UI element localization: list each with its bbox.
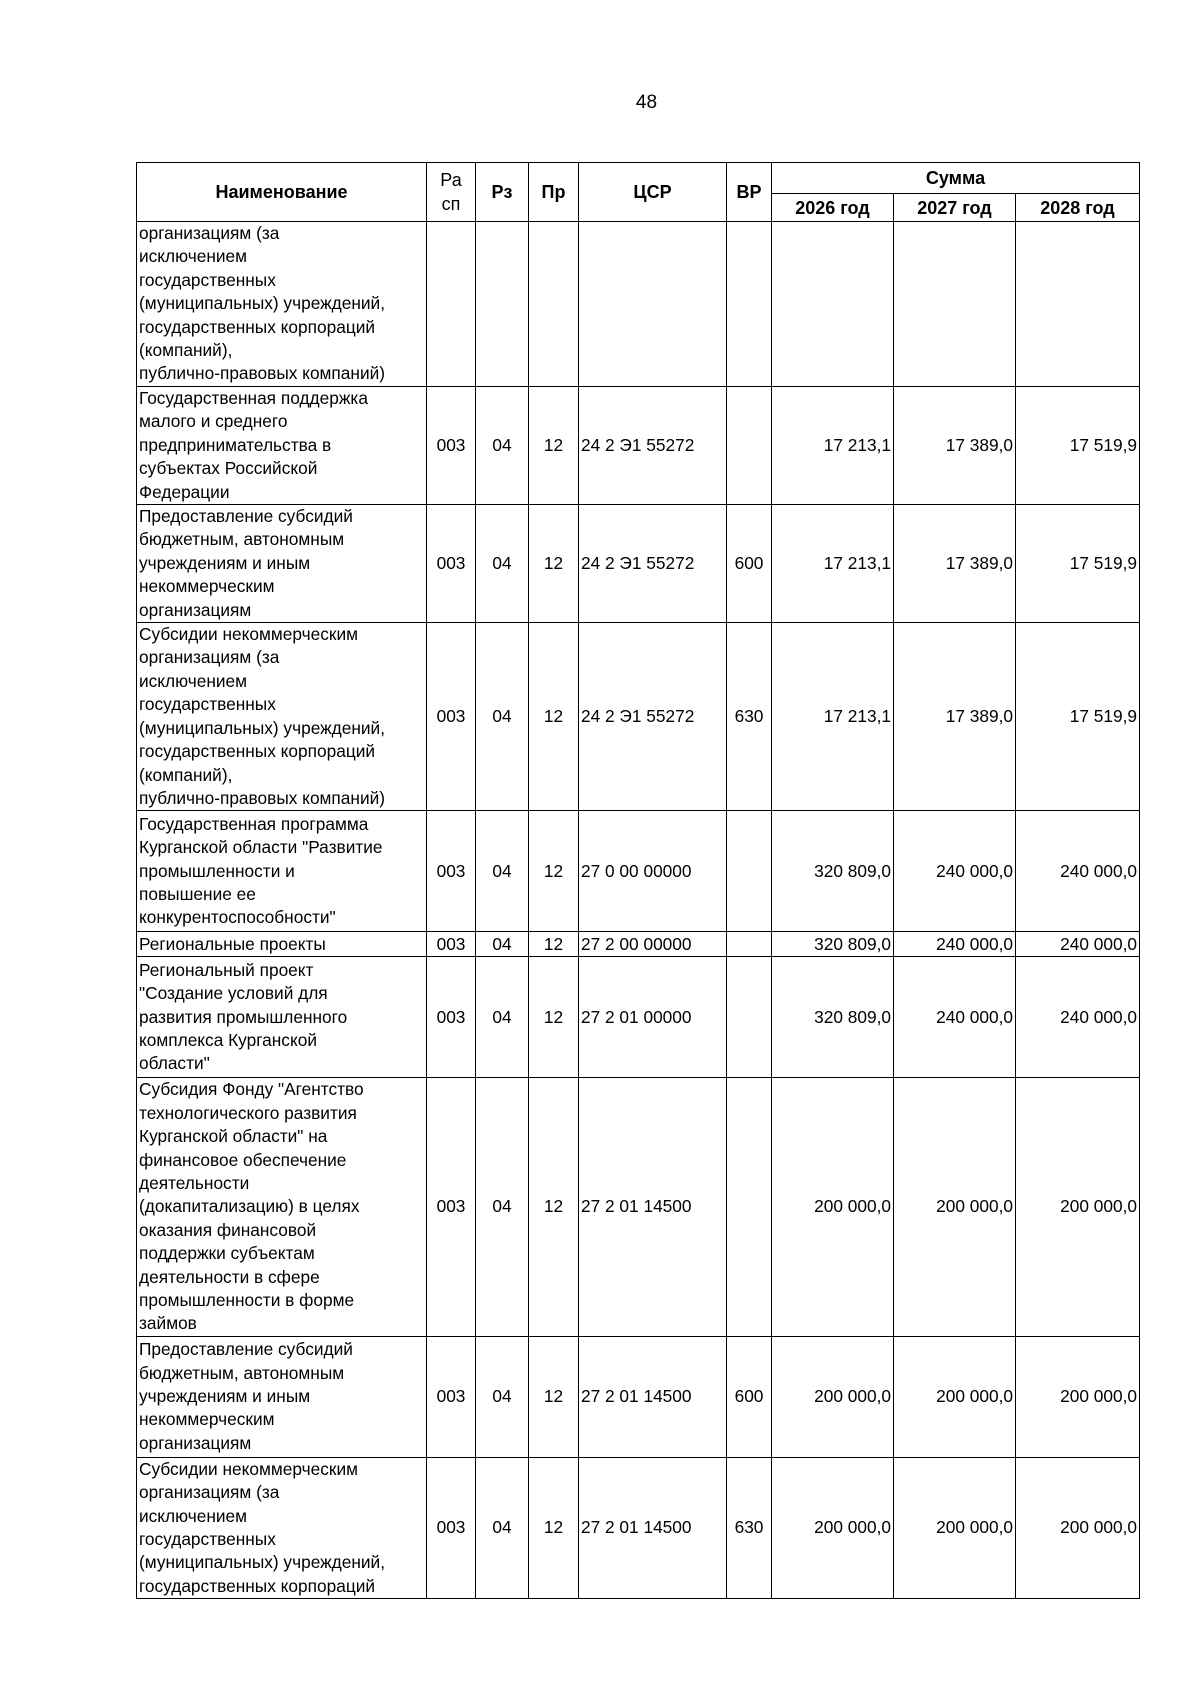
table-cell-vr: 630 <box>727 1457 772 1598</box>
table-cell-rasp: 003 <box>427 505 476 623</box>
table-cell-name: Субсидия Фонду "Агентство технологического развития Курганской области" на финансовое обеспечение деятельности (докапитализацию) в целях оказания финансовой поддержки субъектам деятельности в сфере промышленности в форме займов <box>137 1078 427 1336</box>
table-cell-sum-2028: 17 519,9 <box>1016 387 1140 505</box>
header-sum: Сумма <box>772 163 1140 194</box>
table-cell-sum-2026: 200 000,0 <box>772 1457 894 1598</box>
table-cell-pr: 12 <box>529 957 579 1078</box>
table-cell-name: Региональный проект "Создание условий для развития промышленного комплекса Курганской области" <box>137 957 427 1078</box>
table-cell-name: Государственная программа Курганской области "Развитие промышленности и повышение ее конкурентоспособности" <box>137 811 427 932</box>
header-pr: Пр <box>529 163 579 222</box>
table-cell-csr: 27 0 00 00000 <box>579 811 727 932</box>
table-cell-sum-2027: 200 000,0 <box>894 1078 1016 1336</box>
table-cell-sum-2026: 17 213,1 <box>772 623 894 811</box>
table-cell-pr: 12 <box>529 1457 579 1598</box>
table-cell-rz: 04 <box>476 1457 529 1598</box>
table-cell-pr: 12 <box>529 387 579 505</box>
table-cell-csr: 24 2 Э1 55272 <box>579 505 727 623</box>
table-cell-sum-2026: 320 809,0 <box>772 811 894 932</box>
table-cell-sum-2028: 200 000,0 <box>1016 1457 1140 1598</box>
table-cell-vr <box>727 1078 772 1336</box>
header-year-2028: 2028 год <box>1016 194 1140 222</box>
table-cell-pr: 12 <box>529 811 579 932</box>
table-cell-sum-2028: 240 000,0 <box>1016 932 1140 957</box>
header-rasp-bottom: сп <box>441 194 461 214</box>
header-csr: ЦСР <box>579 163 727 222</box>
header-rasp-top: Ра <box>440 170 462 190</box>
table-cell-rasp: 003 <box>427 932 476 957</box>
table-cell-sum-2027 <box>894 222 1016 387</box>
table-cell-sum-2026: 200 000,0 <box>772 1078 894 1336</box>
table-cell-csr: 27 2 01 14500 <box>579 1336 727 1457</box>
header-year-2027: 2027 год <box>894 194 1016 222</box>
header-rasp <box>427 163 476 222</box>
table-cell-name: Государственная поддержка малого и среднего предпринимательства в субъектах Российской Федерации <box>137 387 427 505</box>
table-cell-rz: 04 <box>476 932 529 957</box>
table-cell-rz: 04 <box>476 1336 529 1457</box>
table-cell-sum-2028: 200 000,0 <box>1016 1078 1140 1336</box>
table-row <box>137 623 1140 811</box>
table-cell-pr: 12 <box>529 1078 579 1336</box>
table-cell-sum-2026: 320 809,0 <box>772 932 894 957</box>
table-cell-rasp: 003 <box>427 1457 476 1598</box>
table-row <box>137 387 1140 505</box>
table-row <box>137 957 1140 1078</box>
table-cell-csr: 27 2 01 00000 <box>579 957 727 1078</box>
table-cell-rz: 04 <box>476 387 529 505</box>
table-cell-name: Субсидии некоммерческим организациям (за исключением государственных (муниципальных) учреждений, государственных корпораций <box>137 1457 427 1598</box>
table-cell-sum-2027: 200 000,0 <box>894 1336 1016 1457</box>
table-cell-sum-2028: 200 000,0 <box>1016 1336 1140 1457</box>
table-cell-name: Региональные проекты <box>137 932 427 957</box>
table-cell-sum-2026: 17 213,1 <box>772 505 894 623</box>
table-cell-csr: 24 2 Э1 55272 <box>579 623 727 811</box>
table-cell-rz: 04 <box>476 505 529 623</box>
table-cell-vr: 630 <box>727 623 772 811</box>
table-cell-sum-2027: 17 389,0 <box>894 505 1016 623</box>
table-cell-sum-2028: 17 519,9 <box>1016 623 1140 811</box>
table-cell-sum-2028 <box>1016 222 1140 387</box>
table-cell-rasp: 003 <box>427 1336 476 1457</box>
table-cell-csr: 27 2 01 14500 <box>579 1457 727 1598</box>
table-row <box>137 811 1140 932</box>
table-cell-sum-2027: 240 000,0 <box>894 932 1016 957</box>
table-cell-sum-2027: 17 389,0 <box>894 387 1016 505</box>
table-row <box>137 1457 1140 1598</box>
table-cell-sum-2026: 17 213,1 <box>772 387 894 505</box>
table-row <box>137 1336 1140 1457</box>
table-cell-sum-2026 <box>772 222 894 387</box>
table-row <box>137 932 1140 957</box>
table-cell-pr: 12 <box>529 505 579 623</box>
table-cell-rasp: 003 <box>427 811 476 932</box>
table-cell-sum-2027: 200 000,0 <box>894 1457 1016 1598</box>
table-cell-name: Предоставление субсидий бюджетным, автономным учреждениям и иным некоммерческим организациям <box>137 1336 427 1457</box>
table-cell-vr <box>727 957 772 1078</box>
table-cell-pr: 12 <box>529 623 579 811</box>
table-cell-csr: 24 2 Э1 55272 <box>579 387 727 505</box>
table-row <box>137 1078 1140 1336</box>
table-cell-vr: 600 <box>727 505 772 623</box>
page-number: 48 <box>635 92 658 113</box>
table-cell-rz: 04 <box>476 811 529 932</box>
table-cell-rasp: 003 <box>427 1078 476 1336</box>
header-vr: ВР <box>727 163 772 222</box>
header-year-2026: 2026 год <box>772 194 894 222</box>
table-cell-sum-2027: 240 000,0 <box>894 811 1016 932</box>
table-cell-sum-2027: 240 000,0 <box>894 957 1016 1078</box>
table-cell-csr: 27 2 00 00000 <box>579 932 727 957</box>
table-cell-rasp: 003 <box>427 387 476 505</box>
table-cell-sum-2026: 320 809,0 <box>772 957 894 1078</box>
table-cell-rz: 04 <box>476 957 529 1078</box>
table-cell-vr <box>727 222 772 387</box>
table-cell-pr <box>529 222 579 387</box>
table-cell-sum-2026: 200 000,0 <box>772 1336 894 1457</box>
table-cell-rasp: 003 <box>427 957 476 1078</box>
table-cell-vr: 600 <box>727 1336 772 1457</box>
table-cell-rasp <box>427 222 476 387</box>
table-cell-pr: 12 <box>529 932 579 957</box>
table-cell-rasp: 003 <box>427 623 476 811</box>
table-cell-sum-2028: 240 000,0 <box>1016 811 1140 932</box>
table-cell-rz: 04 <box>476 623 529 811</box>
table-cell-name: Предоставление субсидий бюджетным, автономным учреждениям и иным некоммерческим организациям <box>137 505 427 623</box>
table-cell-name: организациям (за исключением государственных (муниципальных) учреждений, государственных корпораций (компаний), публично-правовых компаний) <box>137 222 427 387</box>
table-cell-csr: 27 2 01 14500 <box>579 1078 727 1336</box>
table-cell-csr <box>579 222 727 387</box>
table-cell-vr <box>727 387 772 505</box>
table-cell-sum-2028: 17 519,9 <box>1016 505 1140 623</box>
header-name: Наименование <box>137 163 427 222</box>
table-cell-name: Субсидии некоммерческим организациям (за исключением государственных (муниципальных) учреждений, государственных корпораций (компаний), публично-правовых компаний) <box>137 623 427 811</box>
table-cell-vr <box>727 811 772 932</box>
table-cell-sum-2027: 17 389,0 <box>894 623 1016 811</box>
table-row <box>137 222 1140 387</box>
table-cell-sum-2028: 240 000,0 <box>1016 957 1140 1078</box>
budget-table <box>136 162 1140 1599</box>
table-cell-pr: 12 <box>529 1336 579 1457</box>
table-cell-vr <box>727 932 772 957</box>
header-rz: Рз <box>476 163 529 222</box>
table-cell-rz <box>476 222 529 387</box>
table-cell-rz: 04 <box>476 1078 529 1336</box>
table-row <box>137 505 1140 623</box>
